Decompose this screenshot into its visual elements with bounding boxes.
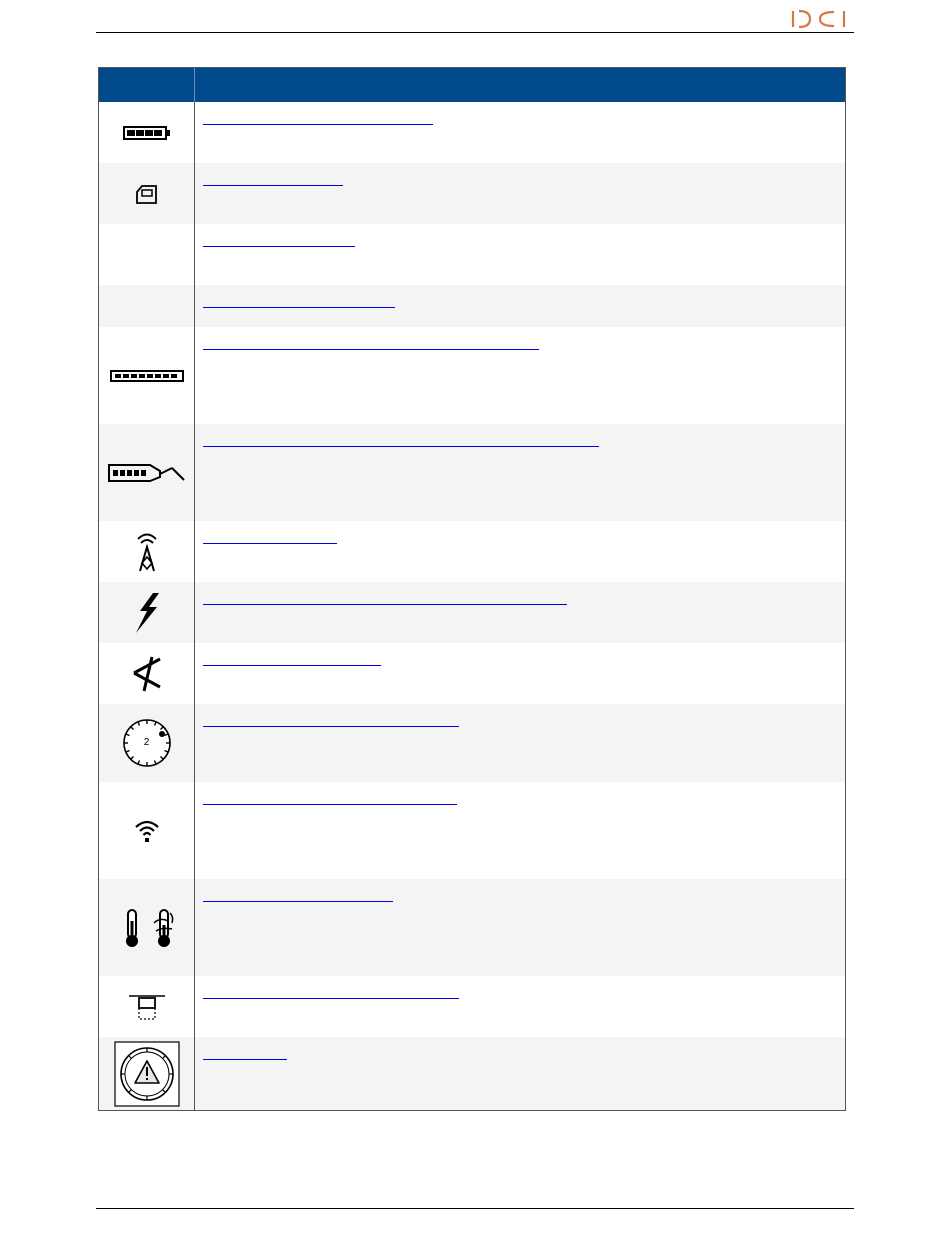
section-link[interactable] [203, 342, 539, 350]
description-cell [195, 285, 845, 327]
section-link[interactable] [203, 439, 599, 447]
table-row [99, 424, 845, 521]
table-row [99, 582, 845, 643]
description-cell [195, 327, 845, 424]
section-link[interactable] [203, 991, 459, 999]
table-row [99, 879, 845, 976]
header-icon-column [99, 68, 195, 102]
icon-cell [99, 424, 195, 521]
description-cell [195, 1037, 845, 1110]
icon-cell [99, 643, 195, 704]
icon-cell [99, 782, 195, 879]
receiver-icon [133, 183, 161, 205]
description-cell [195, 521, 845, 582]
table-row [99, 224, 845, 285]
icon-cell [99, 1037, 195, 1110]
table-row [99, 163, 845, 224]
lightning-icon [131, 592, 163, 634]
icon-cell [99, 102, 195, 163]
section-link[interactable] [203, 597, 567, 605]
icon-reference-table [98, 67, 846, 1111]
section-link[interactable] [203, 719, 459, 727]
footer-rule [96, 1208, 854, 1209]
section-link[interactable] [203, 536, 337, 544]
icon-cell [99, 976, 195, 1037]
section-link[interactable] [203, 658, 381, 666]
header-description-column [195, 68, 845, 102]
dial-label: 2 [143, 737, 150, 748]
table-row [99, 285, 845, 327]
table-row [99, 327, 845, 424]
description-cell [195, 102, 845, 163]
description-cell [195, 976, 845, 1037]
icon-cell [99, 163, 195, 224]
icon-cell [99, 285, 195, 327]
table-row [99, 102, 845, 163]
description-cell [195, 224, 845, 285]
warning-dial-icon [114, 1041, 180, 1107]
description-cell [195, 163, 845, 224]
icon-cell [99, 879, 195, 976]
icon-cell [99, 582, 195, 643]
no-signal-icon [130, 655, 164, 693]
table-row [99, 782, 845, 879]
battery-full-icon [123, 126, 171, 140]
depth-box-icon [127, 993, 167, 1021]
table-row [99, 643, 845, 704]
section-link[interactable] [203, 1052, 287, 1060]
wifi-signal-icon [134, 819, 160, 843]
transmitter-battery-bar-icon [110, 370, 184, 382]
table-row [99, 976, 845, 1037]
roll-dial-icon [121, 717, 173, 769]
icon-cell [99, 224, 195, 285]
icon-cell [99, 704, 195, 782]
header-rule [96, 32, 854, 33]
description-cell [195, 582, 845, 643]
section-link[interactable] [203, 300, 395, 308]
dci-logo [790, 8, 854, 30]
section-link[interactable] [203, 239, 355, 247]
table-row [99, 1037, 845, 1110]
section-link[interactable] [203, 797, 457, 805]
description-cell [195, 424, 845, 521]
description-cell [195, 704, 845, 782]
table-row [99, 521, 845, 582]
table-header [99, 68, 845, 102]
description-cell [195, 879, 845, 976]
section-link[interactable] [203, 894, 393, 902]
table-row [99, 704, 845, 782]
section-link[interactable] [203, 178, 343, 186]
description-cell [195, 643, 845, 704]
temperature-icon [116, 907, 178, 949]
tower-signal-icon [132, 531, 162, 573]
section-link[interactable] [203, 117, 433, 125]
description-cell [195, 782, 845, 879]
icon-cell [99, 327, 195, 424]
icon-cell [99, 521, 195, 582]
transmitter-battery-probe-icon [108, 462, 186, 484]
